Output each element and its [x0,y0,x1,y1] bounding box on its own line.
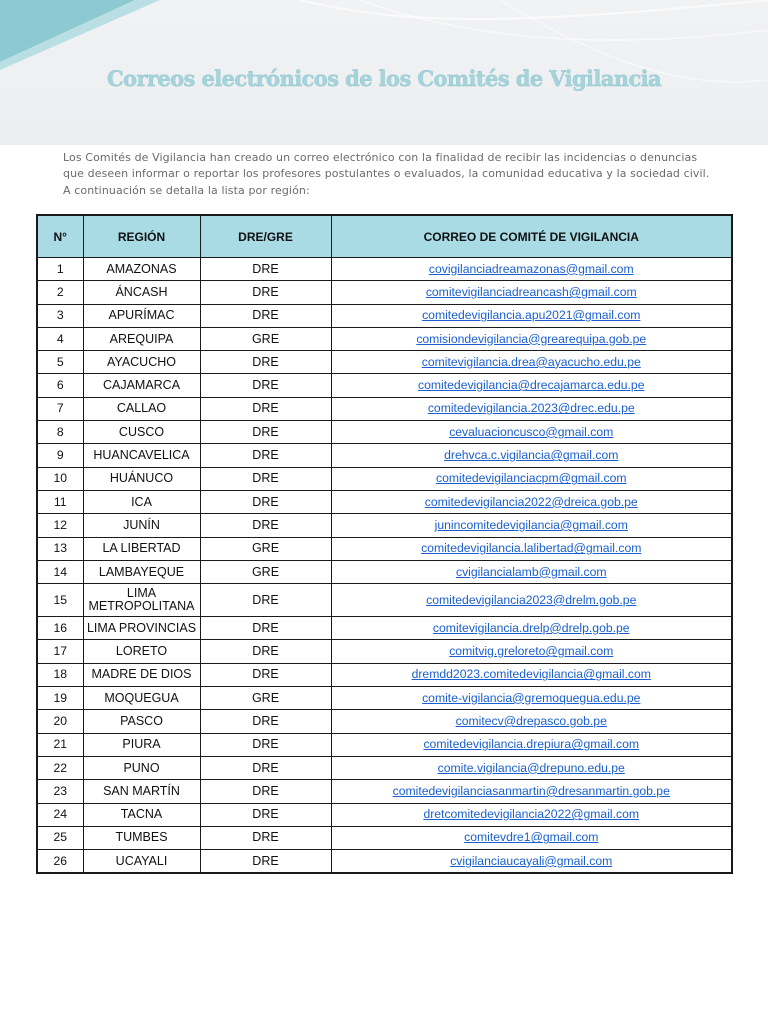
row-type: DRE [200,397,331,420]
row-type: DRE [200,281,331,304]
row-region: ICA [83,490,200,513]
email-link[interactable]: comisiondevigilancia@grearequipa.gob.pe [416,331,647,346]
row-email-cell [331,733,732,756]
row-region: MOQUEGUA [83,687,200,710]
email-link[interactable]: cvigilancialamb@gmail.com [455,564,607,579]
row-number: 15 [37,584,83,617]
row-number: 12 [37,514,83,537]
row-number: 20 [37,710,83,733]
email-link[interactable]: comitedevigilanciasanmartin@dresanmartin.gob.pe [392,783,670,798]
row-email-cell [331,351,732,374]
email-link[interactable]: drehvca.c.vigilancia@gmail.com [444,448,619,463]
row-number: 22 [37,756,83,779]
committee-email-table [36,214,733,874]
row-type: DRE [200,514,331,537]
column-header-region: REGIÓN [83,215,200,258]
row-region: APURÍMAC [83,304,200,327]
email-link[interactable]: junincomitedevigilancia@gmail.com [434,517,628,532]
row-region: MADRE DE DIOS [83,663,200,686]
row-email-cell [331,584,732,617]
row-number: 13 [37,537,83,560]
row-number: 4 [37,327,83,350]
row-number: 23 [37,780,83,803]
email-link[interactable]: comitedevigilanciacpm@gmail.com [435,471,627,486]
row-region: CALLAO [83,397,200,420]
row-region: TUMBES [83,826,200,849]
row-type: DRE [200,467,331,490]
row-region: LIMA PROVINCIAS [83,617,200,640]
row-type: DRE [200,826,331,849]
row-type: DRE [200,850,331,874]
table-row [37,374,732,397]
email-link[interactable]: dremdd2023.comitedevigilancia@gmail.com [411,667,651,682]
row-number: 1 [37,258,83,281]
row-email-cell [331,640,732,663]
email-link[interactable]: comitevigilancia.drea@ayacucho.edu.pe [421,354,641,369]
intro-line: que deseen informar o reportar los profesores postulantes o evaluados, la comunidad educativa y la sociedad civil. [63,167,710,181]
table-row [37,560,732,583]
row-region: AREQUIPA [83,327,200,350]
row-region: JUNÍN [83,514,200,537]
table-row [37,514,732,537]
row-region: CAJAMARCA [83,374,200,397]
email-link[interactable]: comitedevigilancia2023@drelm.gob.pe [426,592,637,607]
email-link[interactable]: comitevdre1@gmail.com [464,830,599,845]
header-band [0,0,768,145]
row-type: DRE [200,490,331,513]
table-row [37,584,732,617]
table-row [37,780,732,803]
row-number: 3 [37,304,83,327]
row-email-cell [331,281,732,304]
row-number: 7 [37,397,83,420]
table-row [37,281,732,304]
row-region: PASCO [83,710,200,733]
row-email-cell [331,327,732,350]
table-row [37,351,732,374]
row-type: DRE [200,617,331,640]
row-region: LORETO [83,640,200,663]
row-email-cell [331,687,732,710]
email-link[interactable]: comitevigilancia.drelp@drelp.gob.pe [432,620,630,635]
row-number: 14 [37,560,83,583]
table-row [37,617,732,640]
row-type: GRE [200,537,331,560]
table-row [37,733,732,756]
row-number: 25 [37,826,83,849]
row-email-cell [331,560,732,583]
table-row [37,803,732,826]
row-number: 5 [37,351,83,374]
row-email-cell [331,617,732,640]
row-type: DRE [200,733,331,756]
row-region: PUNO [83,756,200,779]
email-link[interactable]: comitedevigilancia2022@dreica.gob.pe [424,494,638,509]
table-row [37,490,732,513]
row-type: DRE [200,584,331,617]
row-number: 17 [37,640,83,663]
row-region: HUÁNUCO [83,467,200,490]
row-region: ÁNCASH [83,281,200,304]
row-number: 16 [37,617,83,640]
row-number: 11 [37,490,83,513]
row-region: TACNA [83,803,200,826]
table-row [37,258,732,281]
row-type: GRE [200,560,331,583]
row-email-cell [331,374,732,397]
email-link[interactable]: cevaluacioncusco@gmail.com [449,424,614,439]
row-region: AYACUCHO [83,351,200,374]
row-type: DRE [200,780,331,803]
row-email-cell [331,467,732,490]
row-type: DRE [200,663,331,686]
row-type: DRE [200,351,331,374]
row-region: SAN MARTÍN [83,780,200,803]
email-link[interactable]: comitedevigilancia.lalibertad@gmail.com [421,541,642,556]
email-link[interactable]: comite-vigilancia@gremoquegua.edu.pe [422,690,641,705]
row-type: DRE [200,258,331,281]
row-email-cell [331,756,732,779]
row-number: 26 [37,850,83,874]
email-link[interactable]: comitedevigilancia.2023@drec.edu.pe [427,401,635,416]
email-link[interactable]: comitevigilanciadreancash@gmail.com [425,284,637,299]
table-row [37,756,732,779]
row-email-cell [331,397,732,420]
table-row [37,304,732,327]
row-type: GRE [200,327,331,350]
row-region: HUANCAVELICA [83,444,200,467]
table-row [37,444,732,467]
row-email-cell [331,514,732,537]
row-number: 24 [37,803,83,826]
row-number: 21 [37,733,83,756]
email-link[interactable]: comitedevigilancia@drecajamarca.edu.pe [418,378,645,393]
row-type: GRE [200,687,331,710]
row-email-cell [331,537,732,560]
email-link[interactable]: comitecv@drepasco.gob.pe [455,713,607,728]
row-type: DRE [200,710,331,733]
row-email-cell [331,444,732,467]
row-type: DRE [200,421,331,444]
row-region: PIURA [83,733,200,756]
row-email-cell [331,850,732,874]
intro-line: Los Comités de Vigilancia han creado un correo electrónico con la finalidad de recibir las incidencias o denuncias [63,151,698,164]
email-link[interactable]: covigilanciadreamazonas@gmail.com [428,261,634,276]
row-email-cell [331,710,732,733]
row-region: AMAZONAS [83,258,200,281]
email-link[interactable]: cvigilanciaucayali@gmail.com [450,853,613,868]
email-link[interactable]: comite.vigilancia@drepuno.edu.pe [437,760,625,775]
table-body [37,258,732,874]
row-number: 8 [37,421,83,444]
row-email-cell [331,826,732,849]
row-type: DRE [200,304,331,327]
table-row [37,710,732,733]
email-link[interactable]: dretcomitedevigilancia2022@gmail.com [423,807,640,822]
row-email-cell [331,490,732,513]
email-link[interactable]: comitvig.greloreto@gmail.com [449,644,614,659]
email-link[interactable]: comitedevigilancia.apu2021@gmail.com [422,308,641,323]
row-email-cell [331,803,732,826]
row-number: 2 [37,281,83,304]
column-header-number: N° [37,215,83,258]
column-header-email: CORREO DE COMITÉ DE VIGILANCIA [331,215,732,258]
row-type: DRE [200,374,331,397]
row-region: UCAYALI [83,850,200,874]
table-row [37,687,732,710]
table-row [37,663,732,686]
table-row [37,537,732,560]
row-email-cell [331,663,732,686]
row-email-cell [331,780,732,803]
row-region: LA LIBERTAD [83,537,200,560]
table-row [37,826,732,849]
email-link[interactable]: comitedevigilancia.drepiura@gmail.com [423,737,640,752]
table-header-row [37,215,732,258]
row-email-cell [331,421,732,444]
table-row [37,327,732,350]
intro-line: A continuación se detalla la lista por región: [63,183,310,197]
row-number: 18 [37,663,83,686]
page-title: Correos electrónicos de los Comités de Vigilancia [106,66,662,91]
row-region: LAMBAYEQUE [83,560,200,583]
row-region: CUSCO [83,421,200,444]
table-row [37,850,732,874]
table-row [37,421,732,444]
row-number: 6 [37,374,83,397]
table-row [37,397,732,420]
intro-paragraph [63,150,713,199]
row-type: DRE [200,803,331,826]
row-number: 19 [37,687,83,710]
row-number: 9 [37,444,83,467]
table-row [37,640,732,663]
table-row [37,467,732,490]
row-type: DRE [200,756,331,779]
row-type: DRE [200,640,331,663]
row-type: DRE [200,444,331,467]
column-header-type: DRE/GRE [200,215,331,258]
row-region: LIMA METROPOLITANA [83,584,200,617]
row-number: 10 [37,467,83,490]
row-email-cell [331,304,732,327]
row-email-cell [331,258,732,281]
